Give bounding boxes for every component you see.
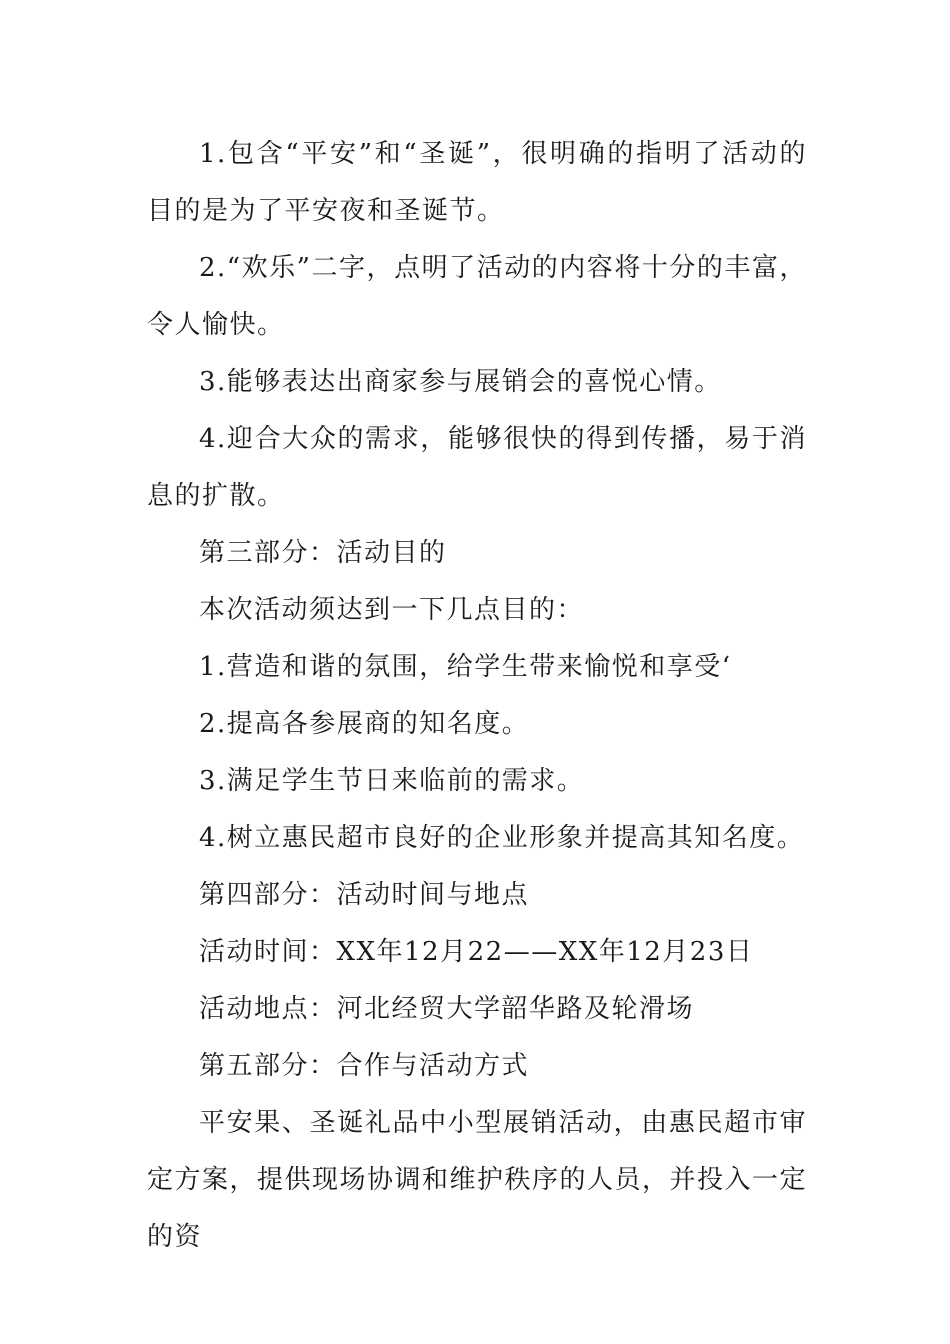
paragraph: 活动地点：河北经贸大学韶华路及轮滑场 bbox=[199, 994, 695, 1024]
paragraph: 1.包含“平安”和“圣诞”，很明确的指明了活动的目的是为了平安夜和圣诞节。 bbox=[147, 139, 807, 226]
section-heading: 第三部分：活动目的 bbox=[199, 538, 447, 568]
paragraph: 3.满足学生节日来临前的需求。 bbox=[199, 766, 585, 796]
section-heading: 第四部分：活动时间与地点 bbox=[199, 880, 530, 910]
paragraph: 4.树立惠民超市良好的企业形象并提高其知名度。 bbox=[199, 823, 805, 853]
paragraph: 4.迎合大众的需求，能够很快的得到传播，易于消息的扩散。 bbox=[147, 424, 807, 511]
paragraph: 2.“欢乐”二字，点明了活动的内容将十分的丰富，令人愉快。 bbox=[147, 253, 807, 340]
paragraph: 本次活动须达到一下几点目的： bbox=[199, 595, 585, 625]
paragraph: 1.营造和谐的氛围，给学生带来愉悦和享受‘ bbox=[199, 652, 732, 682]
paragraph: 平安果、圣诞礼品中小型展销活动，由惠民超市审定方案，提供现场协调和维护秩序的人员，并投入一定的资 bbox=[147, 1108, 808, 1252]
paragraph: 3.能够表达出商家参与展销会的喜悦心情。 bbox=[199, 367, 722, 397]
paragraph: 2.提高各参展商的知名度。 bbox=[199, 709, 530, 739]
section-heading: 第五部分：合作与活动方式 bbox=[199, 1051, 530, 1081]
document-body bbox=[147, 126, 807, 1266]
paragraph: 活动时间：XX年12月22——XX年12月23日 bbox=[199, 937, 754, 967]
